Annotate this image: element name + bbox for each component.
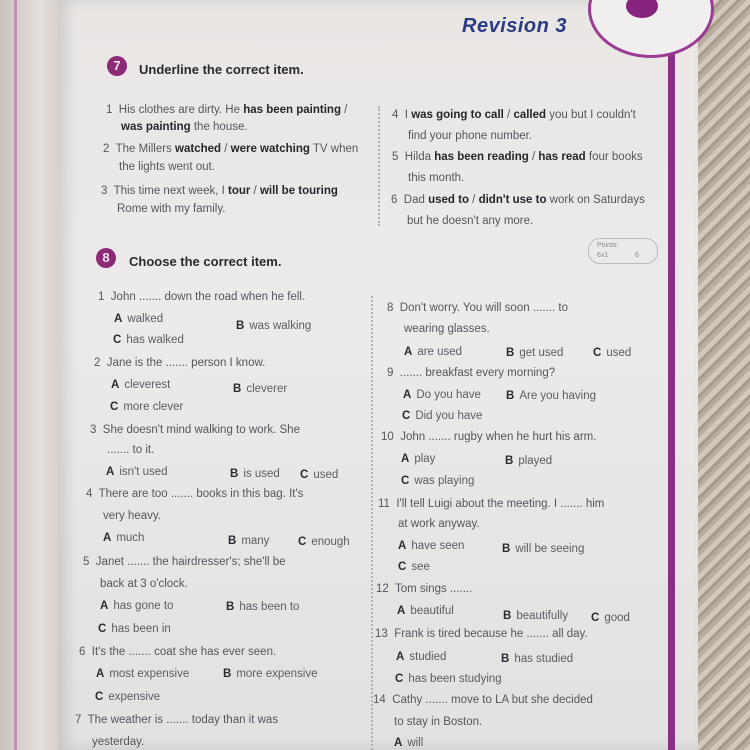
ex8-q5-text-2: back at 3 o'clock.	[100, 578, 188, 590]
points-box	[588, 238, 658, 264]
ex7-item-2-line-1: 2 The Millers watched / were watching TV when	[103, 143, 359, 155]
ex8-q4-option-c: C enough	[298, 536, 350, 548]
ex8-q1-option-b: B was walking	[236, 320, 312, 332]
page-title: Revision 3	[462, 15, 568, 37]
points-label: Points:	[597, 242, 619, 249]
ex7-item-5-line-2: this month.	[408, 172, 465, 184]
ex8-q11-text-2: at work anyway.	[398, 518, 480, 530]
ex8-q3-option-b: B is used	[230, 468, 280, 480]
ex8-q10-option-b: B played	[505, 455, 553, 467]
ex8-q12-option-b: B beautifully	[503, 610, 569, 622]
ex8-q3-option-a: A isn't used	[106, 466, 168, 478]
ex7-item-2-line-2: the lights went out.	[119, 161, 215, 173]
exercise-7-title: Underline the correct item.	[139, 62, 304, 77]
ex8-q14-text: 14 Cathy ....... move to LA but she decided	[373, 694, 593, 706]
ex8-q9-option-c: C Did you have	[402, 410, 483, 422]
ex8-q14-option-a: A will	[394, 737, 424, 749]
ex7-item-1-line-2: was painting the house.	[121, 121, 248, 133]
ex8-q8-text: 8 Don't worry. You will soon ....... to	[387, 302, 568, 314]
ex7-item-4-line-2: find your phone number.	[408, 130, 533, 142]
ex8-q8-option-c: C used	[593, 347, 632, 359]
ex8-q6-option-c: C expensive	[95, 691, 161, 703]
ex8-q2-option-a: A cleverest	[111, 379, 171, 391]
ex7-item-1-line-1: 1 His clothes are dirty. He has been painting /	[106, 104, 348, 116]
ex8-q8-option-a: A are used	[404, 346, 463, 358]
exercise-8-title: Choose the correct item.	[129, 254, 282, 269]
ex8-column-divider	[371, 296, 373, 750]
ex8-q4-option-b: B many	[228, 535, 270, 547]
ex8-q10-option-c: C was playing	[401, 475, 475, 487]
points-multiplier: 6x1	[597, 252, 609, 259]
ex8-q9-text: 9 ....... breakfast every morning?	[387, 367, 556, 379]
ex8-q2-option-b: B cleverer	[233, 383, 288, 395]
ex8-q6-option-b: B more expensive	[223, 668, 318, 680]
ex8-q12-text: 12 Tom sings .......	[376, 583, 473, 595]
left-page-edge	[0, 0, 58, 750]
ex8-q8-option-b: B get used	[506, 347, 564, 359]
ex8-q5-option-c: C has been in	[98, 623, 171, 635]
ex8-q7-text: 7 The weather is ....... today than it was	[75, 714, 279, 726]
ex8-q3-option-c: C used	[300, 469, 339, 481]
ex8-q2-option-c: C more clever	[110, 401, 184, 413]
ex7-item-5-line-1: 5 Hilda has been reading / has read four books	[392, 151, 643, 163]
ex7-column-divider	[378, 106, 380, 226]
ex8-q5-option-b: B has been to	[226, 601, 300, 613]
ex8-q12-option-a: A beautiful	[397, 605, 454, 617]
ex8-q7-text-2: yesterday.	[92, 736, 145, 748]
ex8-q5-option-a: A has gone to	[100, 600, 174, 612]
exercise-8-badge: 8	[96, 248, 116, 268]
ex8-q9-option-a: A Do you have	[403, 389, 481, 401]
ex8-q1-option-a: A walked	[114, 313, 164, 325]
ex8-q5-text: 5 Janet ....... the hairdresser's; she'll be	[83, 556, 286, 568]
left-page-rule	[14, 0, 17, 750]
ex7-item-4-line-1: 4 I was going to call / called you but I couldn't	[392, 109, 636, 121]
ex8-q1-text: 1 John ....... down the road when he fell.	[98, 291, 306, 303]
exercise-7-badge: 7	[107, 56, 127, 76]
ex8-q1-option-c: C has walked	[113, 334, 184, 346]
ex8-q13-option-b: B has studied	[501, 653, 574, 665]
ex7-item-3-line-2: Rome with my family.	[117, 203, 226, 215]
ex8-q8-text-2: wearing glasses.	[404, 323, 490, 335]
ex8-q11-option-a: A have seen	[398, 540, 465, 552]
ex8-q12-option-c: C good	[591, 612, 630, 624]
ex8-q13-text: 13 Frank is tired because he ....... all day.	[375, 628, 588, 640]
ex7-item-6-line-2: but he doesn't any more.	[407, 215, 534, 227]
points-total: 6	[635, 252, 639, 259]
ex8-q3-text: 3 She doesn't mind walking to work. She	[90, 424, 300, 436]
ex8-q3-text-2: ....... to it.	[107, 444, 155, 456]
ex8-q13-option-a: A studied	[396, 651, 447, 663]
ex8-q4-text: 4 There are too ....... books in this bag. It's	[86, 488, 304, 500]
ex8-q2-text: 2 Jane is the ....... person I know.	[94, 357, 266, 369]
ex7-item-6-line-1: 6 Dad used to / didn't use to work on Saturdays	[391, 194, 645, 206]
ex8-q11-option-b: B will be seeing	[502, 543, 585, 555]
ex8-q10-option-a: A play	[401, 453, 436, 465]
ex8-q6-text: 6 It's the ....... coat she has ever seen.	[79, 646, 277, 658]
ex8-q11-option-c: C see	[398, 561, 430, 573]
page-margin-rule	[668, 40, 675, 750]
ex8-q6-option-a: A most expensive	[96, 668, 190, 680]
ex8-q9-option-b: B Are you having	[506, 390, 597, 402]
ex8-q4-option-a: A much	[103, 532, 145, 544]
ex7-item-3-line-1: 3 This time next week, I tour / will be touring	[101, 185, 338, 197]
ex8-q14-text-2: to stay in Boston.	[394, 716, 483, 728]
ex8-q4-text-2: very heavy.	[103, 510, 161, 522]
carpet-background	[690, 0, 750, 750]
ex8-q10-text: 10 John ....... rugby when he hurt his arm.	[381, 431, 597, 443]
ex8-q13-option-c: C has been studying	[395, 673, 502, 685]
ex8-q11-text: 11 I'll tell Luigi about the meeting. I ....... him	[378, 498, 605, 510]
